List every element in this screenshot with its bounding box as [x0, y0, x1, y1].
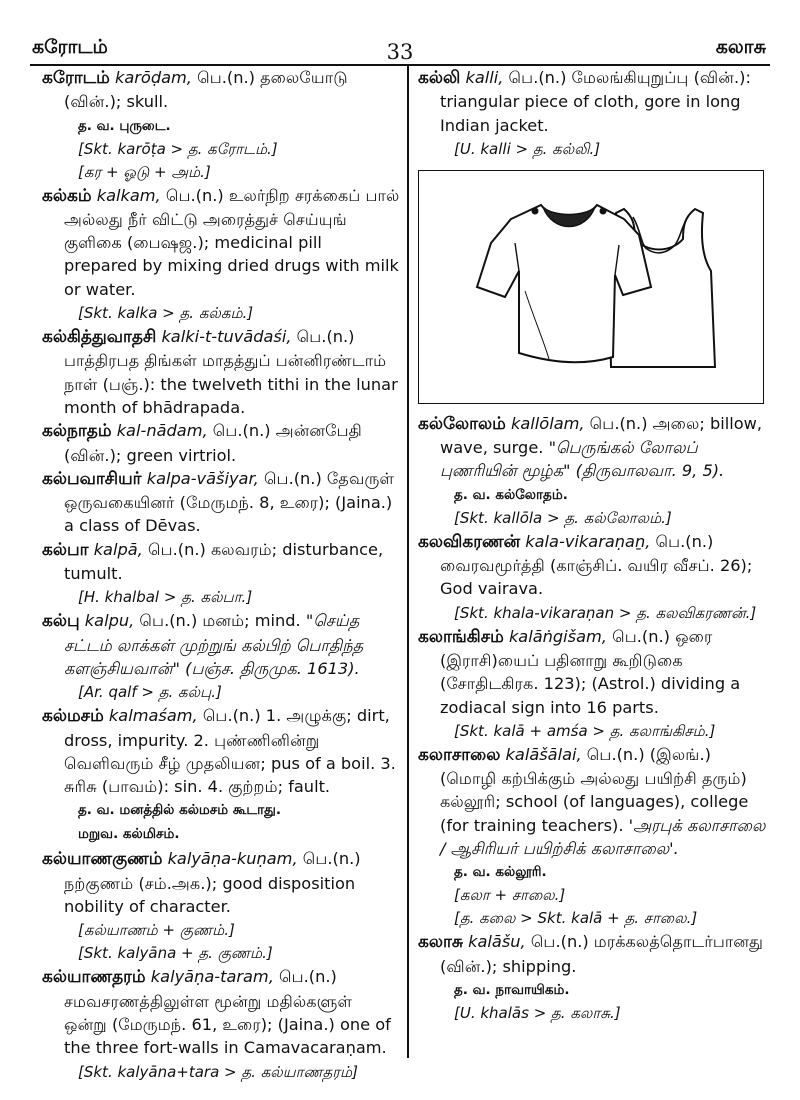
transliteration: kalli,: [465, 68, 504, 87]
transliteration: kallōlam,: [511, 413, 585, 433]
headword: கலாசாலை: [418, 744, 501, 765]
transliteration: kalpa-vāšiyar,: [146, 468, 259, 488]
etymology: [Skt. karōṭa > த. கரோடம்.]: [78, 139, 278, 158]
transliteration: kalāšālai,: [505, 744, 582, 764]
citation-quote: 'அரபுக் கலாசாலை / ஆசிரியர் பயிற்சிக் கலாசாலை'.: [440, 815, 766, 859]
etymology: [U. khalās > த. கலாசு.]: [454, 1003, 621, 1022]
transliteration: kalāṅgišam,: [508, 626, 607, 646]
headword: கல்லோலம்: [418, 413, 506, 434]
usage-note: த. வ. புருடை.: [78, 117, 171, 134]
dictionary-entry: [418, 625, 766, 719]
definition: பெ.(n.) பாத்திரபத திங்கள் மாதத்துப் பன்னிரண்டாம் நாள் (பஞ்.): the twelveth tithi in the lunar month of bhādrapada.: [64, 327, 398, 417]
transliteration: kalyāṇa-kuṇam,: [167, 849, 298, 869]
garment-illustration: [418, 170, 764, 404]
transliteration: kala-vikaraṇaṉ,: [525, 531, 651, 551]
headword: கல்பவாசியர்: [42, 468, 142, 489]
guide-word-right: கலாசு: [715, 36, 766, 58]
dictionary-entry: [418, 412, 766, 483]
definition: பெ.(n.) தேவருள் ஒருவகையினர் (மேருமந். 8, உரை); (Jaina.) a class of Dēvas.: [64, 468, 395, 536]
definition: பெ.(n.) மேலங்கியுறுப்பு (வின்.): triangular piece of cloth, gore in long Indian jacket.: [440, 68, 751, 135]
headword: கல்பு: [42, 611, 80, 632]
dictionary-entry: [418, 530, 766, 601]
etymology: [Skt. kalyāna+tara > த. கல்யாணதரம்]: [78, 1062, 358, 1081]
garment-drawing: [419, 171, 763, 403]
headword: கல்லி: [418, 68, 461, 88]
dictionary-entry: [42, 609, 400, 680]
dictionary-entry: [42, 847, 400, 918]
transliteration: kalāšu,: [468, 932, 526, 952]
dictionary-entry: [418, 930, 766, 978]
right-column-top: [418, 66, 766, 160]
headword: கல்கித்துவாதசி: [42, 327, 157, 348]
headword: கலவிகரணன்: [418, 531, 521, 552]
page-number: 33: [386, 40, 414, 64]
dictionary-entry: [42, 467, 400, 538]
definition: பெ.(n.) ஒரை (இராசி)யைப் பதினாறு கூறிடுகை (சோதிடகிரக. 123); (Astrol.) dividing a zodiacal sign into 16 parts.: [440, 626, 741, 717]
etymology: [H. khalbal > த. கல்பா.]: [78, 588, 253, 607]
right-column: [418, 66, 766, 1025]
transliteration: kalpā,: [93, 539, 143, 559]
dictionary-entry: [42, 538, 400, 586]
transliteration: kalpu,: [84, 611, 135, 631]
dictionary-entry: [42, 184, 400, 301]
guide-word-left: கரோடம்: [32, 36, 108, 58]
etymology: [கர + ஓடு + அம்.]: [78, 162, 211, 181]
headword: கல்நாதம்: [42, 421, 112, 442]
definition: பெ.(n.) தலையோடு (வின்.); skull.: [64, 68, 348, 112]
transliteration: kalmaśam,: [108, 706, 198, 726]
transliteration: kalkam,: [96, 185, 161, 205]
transliteration: kalyāṇa-taram,: [150, 967, 274, 987]
usage-note: த. வ. மனத்தில் கல்மசம் கூடாது.: [78, 802, 282, 819]
dictionary-entry: [42, 704, 400, 798]
headword: கல்மசம்: [42, 706, 104, 727]
transliteration: karōḍam,: [114, 68, 192, 87]
etymology: [Skt. kalyāna + த. குணம்.]: [78, 944, 273, 963]
headword: கல்யாணகுணம்: [42, 849, 163, 870]
headword: கல்பா: [42, 539, 89, 560]
column-divider: [407, 66, 409, 1058]
definition: பெ.(n.) மனம்; mind.: [134, 611, 301, 631]
dictionary-entry: [42, 965, 400, 1059]
etymology: [கல்யாணம் + குணம்.]: [78, 921, 235, 940]
usage-note: த. வ. கல்லூரி.: [454, 864, 547, 881]
etymology: [Ar. qalf > த. கல்பு.]: [78, 683, 222, 702]
transliteration: kalki-t-tuvādaśi,: [161, 327, 292, 347]
etymology: [Skt. kallōla > த. கல்லோலம்.]: [454, 508, 672, 527]
dictionary-entry: [42, 419, 400, 467]
etymology: [U. kalli > த. கல்லி.]: [454, 139, 601, 158]
definition: பெ.(n.) (இலங்.) (மொழி கற்பிக்கும் அல்லது பயிற்சி தரும்) கல்லூரி; school (of languages), college (for training teachers).: [440, 744, 749, 835]
etymology: [கலா + சாலை.]: [454, 886, 566, 905]
definition: பெ.(n.) கலவரம்; disturbance, tumult.: [64, 539, 384, 584]
definition: பெ.(n.) வைரவமூர்த்தி (காஞ்சிப். வயிர வீசப். 26); God vairava.: [440, 531, 753, 599]
usage-note: த. வ. நாவாயிகம்.: [454, 981, 570, 998]
headword: கலாசு: [418, 932, 463, 953]
definition: பெ.(n.) அன்னபேதி (வின்.); green virtriol.: [64, 421, 362, 465]
headword: கரோடம்: [42, 68, 110, 88]
page-header: [30, 30, 770, 64]
dictionary-entry: [42, 325, 400, 419]
citation-quote: "பெருங்கல் லோலப் புணரியின் மூழ்க" (திருவாலவா. 9, 5).: [440, 438, 725, 481]
headword: கலாங்கிசம்: [418, 626, 504, 647]
definition: பெ.(n.) சமவசரணத்திலுள்ள மூன்று மதில்களுள் ஒன்று (மேருமந். 61, உரை); (Jaina.) one of the three fort-walls in Camavacaraṇam.: [64, 967, 391, 1058]
citation-quote: "செய்த சட்டம் லாக்கள் முற்றுங் கல்பிற் பொதிந்த களஞ்சியவான்" (பஞ்ச. திருமுக. 1613).: [64, 611, 364, 678]
definition: பெ.(n.) அலை; billow, wave, surge.: [440, 413, 763, 458]
headword: கல்யாணதரம்: [42, 967, 146, 988]
etymology: [Skt. kalka > த. கல்கம்.]: [78, 304, 254, 323]
left-column: [42, 66, 400, 1084]
headword: கல்கம்: [42, 185, 92, 206]
definition: பெ.(n.) உலர்நிற சரக்கைப் பால் அல்லது நீர் விட்டு அரைத்துச் செய்யுங் குளிகை (பைஷஜ.); medicinal pill prepared by mixing dried drugs with milk or water.: [64, 185, 400, 299]
etymology: [Skt. kalā + amśa > த. கலாங்கிசம்.]: [454, 721, 716, 740]
etymology: [த. கலை > Skt. kalā + த. சாலை.]: [454, 909, 698, 928]
usage-note: த. வ. கல்லோதம்.: [454, 486, 568, 503]
definition: பெ.(n.) 1. அழுக்கு; dirt, dross, impurity. 2. புண்ணினின்று வெளிவரும் சீழ் முதலியன; pus of a boil. 3. சுரிசு (பாவம்): sin. 4. குற்றம்; fault.: [64, 706, 396, 797]
dictionary-entry: [418, 66, 766, 137]
transliteration: kal-nādam,: [116, 421, 208, 441]
definition: பெ.(n.) மரக்கலத்தொடர்பானது (வின்.); shipping.: [440, 932, 764, 976]
dictionary-entry: [42, 66, 400, 114]
right-column-bottom: [418, 412, 766, 1024]
definition: பெ.(n.) நற்குணம் (சம்.அக.); good disposition nobility of character.: [64, 849, 361, 917]
etymology: [Skt. khala-vikaraṇan > த. கலவிகரணன்.]: [454, 603, 757, 622]
usage-note: மறுவ. கல்மிசம்.: [78, 826, 180, 843]
dictionary-entry: [418, 743, 766, 860]
